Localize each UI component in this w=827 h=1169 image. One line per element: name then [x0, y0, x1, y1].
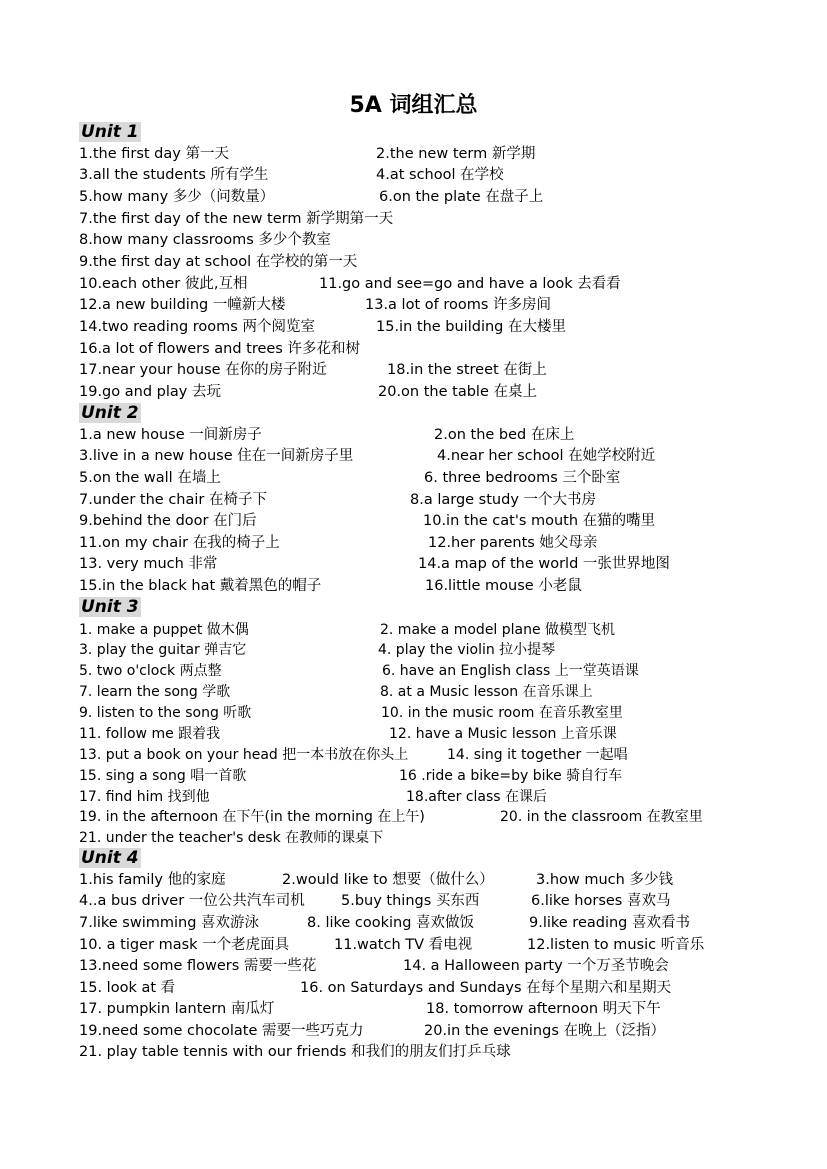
phrase: 14.two reading rooms 两个阅览室	[79, 319, 315, 335]
list-item	[79, 723, 799, 745]
phrase: 11.watch TV 看电视	[334, 937, 473, 953]
phrase: 5.buy things 买东西	[341, 893, 480, 909]
list-item	[79, 977, 799, 999]
page-title: 5A 词组汇总	[349, 93, 478, 118]
list-item	[79, 532, 799, 554]
list-item	[79, 639, 799, 661]
phrase: 19.need some chocolate 需要一些巧克力	[79, 1023, 364, 1039]
phrase: 18. tomorrow afternoon 明天下午	[426, 1001, 661, 1017]
phrase: 5.on the wall 在墙上	[79, 470, 221, 486]
phrase: 9.like reading 喜欢看书	[529, 915, 690, 931]
phrase: 11.go and see=go and have a look 去看看	[319, 276, 621, 292]
list-item	[79, 489, 799, 511]
phrase: 13. put a book on your head 把一本书放在你头上	[79, 747, 409, 763]
list-item	[79, 827, 799, 849]
list-item	[79, 955, 799, 977]
phrase: 3.live in a new house 住在一间新房子里	[79, 448, 354, 464]
phrase: 10. a tiger mask 一个老虎面具	[79, 937, 290, 953]
phrase: 4..a bus driver 一位公共汽车司机	[79, 893, 305, 909]
phrase: 14. sing it together 一起唱	[447, 747, 628, 763]
phrase: 8.a large study 一个大书房	[410, 492, 597, 508]
phrase: 3.how much 多少钱	[536, 872, 673, 888]
list-item	[79, 869, 799, 891]
phrase: 7.under the chair 在椅子下	[79, 492, 267, 508]
list-item	[79, 912, 799, 934]
phrase: 3.all the students 所有学生	[79, 167, 269, 183]
list-item	[79, 467, 799, 489]
phrase: 6.on the plate 在盘子上	[379, 189, 544, 205]
phrase: 13. very much 非常	[79, 556, 218, 572]
list-item	[79, 575, 799, 597]
phrase: 12.her parents 她父母亲	[428, 535, 598, 551]
phrase: 3. play the guitar 弹吉它	[79, 642, 247, 658]
unit-2-heading: Unit 2	[79, 403, 141, 423]
list-item	[79, 786, 799, 808]
phrase: 18.after class 在课后	[406, 789, 548, 805]
list-item	[79, 381, 799, 403]
phrase: 6. have an English class 上一堂英语课	[382, 663, 639, 679]
phrase: 1.a new house 一间新房子	[79, 427, 262, 443]
list-item	[79, 359, 799, 381]
list-item	[79, 619, 799, 641]
phrase: 15.in the black hat 戴着黑色的帽子	[79, 578, 322, 594]
unit-3-heading: Unit 3	[79, 597, 141, 617]
list-item	[79, 186, 799, 208]
phrase: 16. on Saturdays and Sundays 在每个星期六和星期天	[300, 980, 672, 996]
phrase: 13.need some flowers 需要一些花	[79, 958, 317, 974]
phrase: 20.on the table 在桌上	[378, 384, 537, 400]
list-item	[79, 681, 799, 703]
phrase: 17. find him 找到他	[79, 789, 210, 805]
phrase: 19. in the afternoon 在下午(in the morning 在上午)	[79, 809, 425, 825]
phrase: 4.near her school 在她学校附近	[437, 448, 656, 464]
phrase: 16 .ride a bike=by bike 骑自行车	[399, 768, 623, 784]
phrase: 17. pumpkin lantern 南瓜灯	[79, 1001, 275, 1017]
phrase: 12. have a Music lesson 上音乐课	[389, 726, 617, 742]
phrase: 20. in the classroom 在教室里	[500, 809, 703, 825]
phrase: 15.in the building 在大楼里	[376, 319, 566, 335]
phrase: 16.little mouse 小老鼠	[425, 578, 582, 594]
phrase: 11. follow me 跟着我	[79, 726, 221, 742]
phrase: 9.behind the door 在门后	[79, 513, 257, 529]
list-item	[79, 744, 799, 766]
phrase: 9.the first day at school 在学校的第一天	[79, 254, 358, 270]
list-item	[79, 1020, 799, 1042]
phrase: 5. two o'clock 两点整	[79, 663, 222, 679]
phrase: 17.near your house 在你的房子附近	[79, 362, 327, 378]
phrase: 9. listen to the song 听歌	[79, 705, 252, 721]
list-item	[79, 765, 799, 787]
phrase: 21. play table tennis with our friends 和我们的朋友们打乒乓球	[79, 1044, 511, 1060]
list-item	[79, 1041, 799, 1063]
phrase: 7.the first day of the new term 新学期第一天	[79, 211, 394, 227]
list-item	[79, 806, 799, 828]
phrase: 2.the new term 新学期	[376, 146, 536, 162]
list-item	[79, 251, 799, 273]
list-item	[79, 316, 799, 338]
list-item	[79, 445, 799, 467]
phrase: 10. in the music room 在音乐教室里	[381, 705, 623, 721]
phrase: 2. make a model plane 做模型飞机	[380, 622, 616, 638]
phrase: 15. sing a song 唱一首歌	[79, 768, 247, 784]
phrase: 4.at school 在学校	[376, 167, 504, 183]
unit-1-heading: Unit 1	[79, 122, 141, 142]
phrase: 5.how many 多少（问数量）	[79, 189, 275, 205]
phrase: 13.a lot of rooms 许多房间	[365, 297, 552, 313]
phrase: 8.how many classrooms 多少个教室	[79, 232, 331, 248]
list-item	[79, 424, 799, 446]
phrase: 21. under the teacher's desk 在教师的课桌下	[79, 830, 384, 846]
phrase: 16.a lot of flowers and trees 许多花和树	[79, 341, 360, 357]
list-item	[79, 208, 799, 230]
list-item	[79, 890, 799, 912]
list-item	[79, 229, 799, 251]
phrase: 15. look at 看	[79, 980, 176, 996]
phrase: 1.the first day 第一天	[79, 146, 229, 162]
phrase: 1. make a puppet 做木偶	[79, 622, 249, 638]
phrase: 14.a map of the world 一张世界地图	[418, 556, 670, 572]
phrase: 1.his family 他的家庭	[79, 872, 226, 888]
list-item	[79, 934, 799, 956]
phrase: 2.on the bed 在床上	[434, 427, 575, 443]
phrase: 20.in the evenings 在晚上（泛指）	[424, 1023, 665, 1039]
phrase: 6. three bedrooms 三个卧室	[424, 470, 621, 486]
phrase: 4. play the violin 拉小提琴	[378, 642, 556, 658]
phrase: 18.in the street 在街上	[387, 362, 547, 378]
list-item	[79, 510, 799, 532]
phrase: 7. learn the song 学歌	[79, 684, 231, 700]
phrase: 10.in the cat's mouth 在猫的嘴里	[423, 513, 656, 529]
phrase: 7.like swimming 喜欢游泳	[79, 915, 260, 931]
phrase: 2.would like to 想要（做什么）	[282, 872, 494, 888]
list-item	[79, 294, 799, 316]
list-item	[79, 553, 799, 575]
list-item	[79, 702, 799, 724]
phrase: 11.on my chair 在我的椅子上	[79, 535, 280, 551]
phrase: 6.like horses 喜欢马	[531, 893, 671, 909]
phrase: 8. like cooking 喜欢做饭	[307, 915, 475, 931]
phrase: 10.each other 彼此,互相	[79, 276, 248, 292]
phrase: 12.a new building 一幢新大楼	[79, 297, 286, 313]
unit-4-heading: Unit 4	[79, 848, 141, 868]
phrase: 12.listen to music 听音乐	[527, 937, 705, 953]
list-item	[79, 273, 799, 295]
list-item	[79, 338, 799, 360]
phrase: 19.go and play 去玩	[79, 384, 221, 400]
list-item	[79, 998, 799, 1020]
list-item	[79, 660, 799, 682]
list-item	[79, 164, 799, 186]
phrase: 8. at a Music lesson 在音乐课上	[380, 684, 593, 700]
phrase: 14. a Halloween party 一个万圣节晚会	[403, 958, 669, 974]
list-item	[79, 143, 799, 165]
